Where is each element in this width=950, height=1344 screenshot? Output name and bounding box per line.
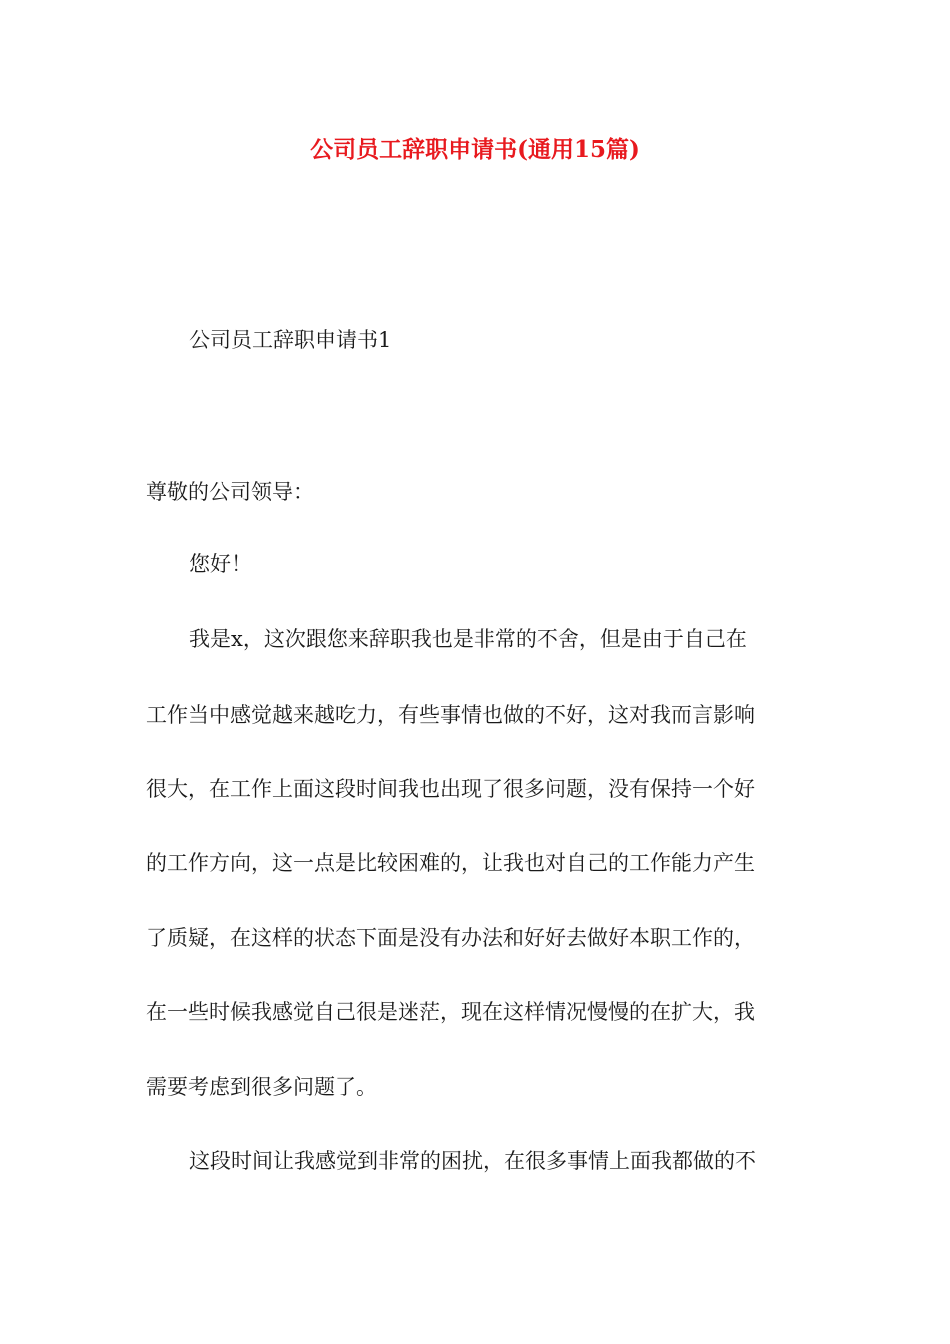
section-title: 公司员工辞职申请书1 [189,328,392,352]
document-title: 公司员工辞职申请书(通用15篇) [310,136,640,163]
paragraph-line: 了质疑，在这样的状态下面是没有办法和好好去做好本职工作的， [146,926,755,950]
paragraph-line: 很大，在工作上面这段时间我也出现了很多问题，没有保持一个好 [146,777,755,801]
paragraph-line: 这段时间让我感觉到非常的困扰，在很多事情上面我都做的不 [189,1149,756,1173]
paragraph-line: 需要考虑到很多问题了。 [146,1075,377,1099]
greeting: 您好！ [189,552,252,576]
paragraph-line: 工作当中感觉越来越吃力，有些事情也做的不好，这对我而言影响 [146,703,755,727]
paragraph-line: 我是x，这次跟您来辞职我也是非常的不舍，但是由于自己在 [189,627,747,651]
paragraph-line: 在一些时候我感觉自己很是迷茫，现在这样情况慢慢的在扩大，我 [146,1000,755,1024]
paragraph-line: 的工作方向，这一点是比较困难的，让我也对自己的工作能力产生 [146,851,755,875]
salutation: 尊敬的公司领导： [146,480,314,504]
